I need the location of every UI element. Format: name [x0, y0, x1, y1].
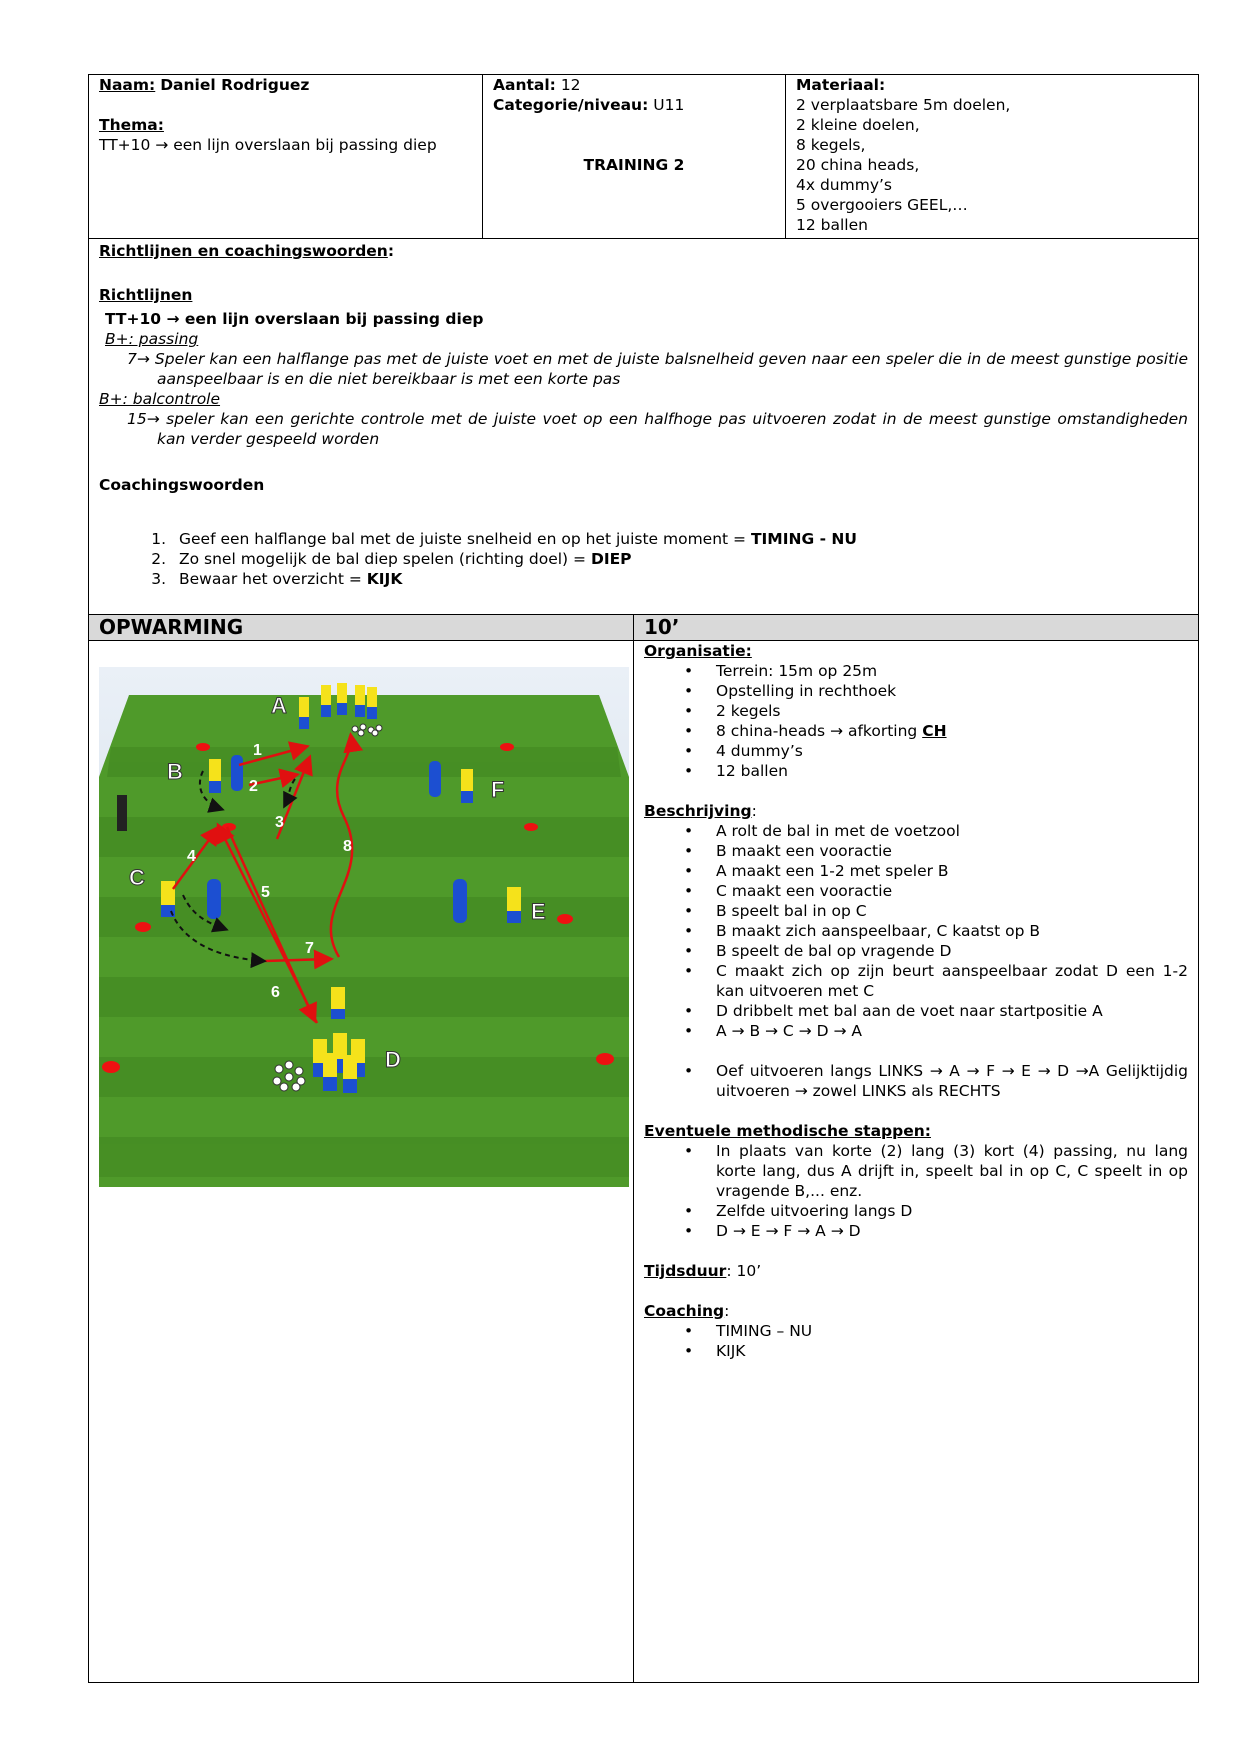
material-item: 20 china heads,	[796, 156, 920, 174]
guideline-item-7	[99, 349, 1188, 389]
beschrijving-label: Beschrijving	[644, 802, 752, 820]
cone	[596, 1053, 614, 1065]
tijdsduur-value: : 10’	[726, 1262, 762, 1280]
theme-value: TT+10 → een lijn overslaan bij passing diep	[99, 136, 437, 154]
guidelines-title: Richtlijnen en coachingswoorden	[99, 242, 388, 260]
name-label: Naam:	[99, 76, 156, 94]
cone	[557, 914, 573, 924]
coaching-label: Coaching	[644, 1302, 725, 1320]
coaching-list	[644, 1321, 1188, 1361]
ch-abbreviation: CH	[922, 722, 947, 740]
label-d: D	[385, 1047, 401, 1072]
list-item: • B maakt een vooractie	[716, 841, 1188, 861]
material-item: 5 overgooiers GEEL,…	[796, 196, 968, 214]
label-b: B	[167, 759, 183, 784]
count-value: 12	[560, 76, 581, 94]
cone	[196, 743, 210, 751]
category-label: Categorie/niveau:	[493, 96, 649, 114]
player-f	[461, 769, 473, 803]
organisatie-list	[644, 661, 1188, 781]
list-item: • Zelfde uitvoering langs D	[716, 1201, 1188, 1221]
guideline-num: 15→	[127, 410, 160, 428]
methodisch-label: Eventuele methodische stappen:	[644, 1122, 931, 1140]
cone	[135, 922, 151, 932]
theme-label: Thema:	[99, 116, 164, 134]
dummy	[231, 755, 243, 791]
guidelines-cell	[89, 239, 1199, 615]
label-a: A	[271, 693, 287, 718]
player-coach	[117, 795, 127, 831]
category-passing: B+: passing	[105, 330, 199, 348]
list-item: • 12 ballen	[716, 761, 1188, 781]
count-label: Aantal:	[493, 76, 556, 94]
warmup-bar	[89, 615, 1199, 641]
guidelines-theme: TT+10 → een lijn overslaan bij passing diep	[105, 310, 484, 328]
list-item: • C maakt zich op zijn beurt aanspeelbaar zodat D een 1-2 kan uitvoeren met C	[716, 961, 1188, 1001]
player-c	[161, 881, 175, 917]
list-item: • 2 kegels	[716, 701, 1188, 721]
cone	[500, 743, 514, 751]
list-item: • Oef uitvoeren langs LINKS → A → F → E → D →A Gelijktijdig uitvoeren → zowel LINKS als RECHTS	[716, 1061, 1188, 1101]
step-number: 3	[275, 814, 284, 831]
list-item: • TIMING – NU	[716, 1321, 1188, 1341]
dummy	[429, 761, 441, 797]
dummy	[207, 879, 221, 919]
name-value: Daniel Rodriguez	[160, 76, 310, 94]
material-cell	[786, 75, 1199, 239]
name-cell	[89, 75, 483, 239]
list-item: • B speelt bal in op C	[716, 901, 1188, 921]
step-number: 2	[249, 778, 258, 795]
list-item: • B maakt zich aanspeelbaar, C kaatst op B	[716, 921, 1188, 941]
list-item: • D → E → F → A → D	[716, 1221, 1188, 1241]
list-item-text: 8 china-heads → afkorting	[716, 722, 923, 740]
step-number: 7	[305, 940, 314, 957]
description-cell: Organisatie: • Terrein: 15m op 25m • Opstelling in rechthoek • 2 kegels • 8 china-heads → afkorting CH • 4 dummy’s • 12 ballen Beschrijving: • A rolt de bal in met de voetzool • B maakt een vooractie • A maakt een 1-2 met speler B • C maakt een vooractie • B speelt bal in op C • B maakt zich aanspeelbaar, C kaatst op B • B speelt de bal op vragende D • C maakt zich op zijn beurt aanspeelbaar zodat D een 1-2 kan uitvoeren met C • D dribbelt met bal aan de voet naar startpositie A • A → B → C → D → A • Oef uitvoeren langs LINKS → A → F → E → D →A Gelijktijdig uitvoeren → zowel LINKS als RECHTS Eventuele methodische stappen: • In plaats van korte (2) lang (3) kort (4) passing, nu lang korte lang, dus A drijft in, speelt bal in op C, C speelt in op vragende B,... enz. • Zelfde uitvoering langs D • D → E → F → A → D Tijdsduur: 10’ Coaching: • TIMING – NU • KIJK	[634, 641, 1199, 1683]
guideline-num: 7→	[127, 350, 150, 368]
list-item: • Terrein: 15m op 25m	[716, 661, 1188, 681]
step-number: 8	[343, 838, 352, 855]
tijdsduur-label: Tijdsduur	[644, 1262, 727, 1280]
coaching-word-text: Bewaar het overzicht =	[179, 570, 367, 588]
material-item: 12 ballen	[796, 216, 868, 234]
training-sheet	[88, 74, 1198, 1684]
list-item: • In plaats van korte (2) lang (3) kort (4) passing, nu lang korte lang, dus A drijft in, speelt bal in op C, C speelt in op vragende B,... enz.	[716, 1141, 1188, 1201]
material-item: 2 verplaatsbare 5m doelen,	[796, 96, 1011, 114]
training-title: TRAINING 2	[583, 156, 685, 174]
player-b	[209, 759, 221, 793]
step-number: 4	[187, 848, 196, 865]
guideline-text: speler kan een gerichte controle met de juiste voet op een halfhoge pas uitvoeren zodat in de meest gunstige omstandigheden kan verder gespeeld worden	[157, 410, 1188, 448]
guidelines-colon: :	[387, 242, 395, 260]
exercise-row	[89, 641, 1199, 1683]
step-number: 5	[261, 884, 270, 901]
list-item: • A maakt een 1-2 met speler B	[716, 861, 1188, 881]
richtlijnen-subtitle: Richtlijnen	[99, 286, 193, 304]
exercise-diagram	[99, 667, 629, 1187]
cone	[524, 823, 538, 831]
category-value: U11	[653, 96, 685, 114]
list-item: • A rolt de bal in met de voetzool	[716, 821, 1188, 841]
coaching-word-key: DIEP	[590, 550, 632, 568]
label-c: C	[129, 865, 145, 890]
list-item: • Opstelling in rechthoek	[716, 681, 1188, 701]
step-number: 6	[271, 984, 280, 1001]
training-table	[88, 74, 1199, 1683]
list-item: • 4 dummy’s	[716, 741, 1188, 761]
label-e: E	[531, 899, 546, 924]
coaching-word	[171, 549, 1188, 569]
cone	[102, 1061, 120, 1073]
count-cell	[483, 75, 786, 239]
guideline-item-15	[99, 409, 1188, 449]
warmup-title: OPWARMING	[99, 615, 244, 639]
material-item: 8 kegels,	[796, 136, 866, 154]
material-label: Materiaal:	[796, 76, 886, 94]
coaching-word-text: Zo snel mogelijk de bal diep spelen (richting doel) =	[179, 550, 591, 568]
dummy	[453, 879, 467, 923]
label-f: F	[491, 777, 505, 802]
coaching-word-text: Geef een halflange bal met de juiste snelheid en op het juiste moment =	[179, 530, 751, 548]
category-balcontrole: B+: balcontrole	[99, 390, 221, 408]
coaching-words-title: Coachingswoorden	[99, 476, 265, 494]
warmup-duration-cell	[634, 615, 1199, 641]
coaching-word	[171, 569, 1188, 589]
beschrijving-list	[644, 821, 1188, 1101]
material-item: 4x dummy’s	[796, 176, 892, 194]
list-item: • D dribbelt met bal aan de voet naar startpositie A	[716, 1001, 1188, 1021]
list-item	[716, 721, 1188, 741]
guideline-text: Speler kan een halflange pas met de juiste voet en met de juiste balsnelheid geven naar een speler die in de meest gunstige positie aanspeelbaar is en die niet bereikbaar is met een korte pas	[154, 350, 1188, 388]
organisatie-label: Organisatie:	[644, 642, 752, 660]
step-number: 1	[253, 742, 262, 759]
list-item: • C maakt een vooractie	[716, 881, 1188, 901]
coaching-word	[171, 529, 1188, 549]
coaching-word-key: TIMING - NU	[750, 530, 857, 548]
warmup-duration: 10’	[644, 615, 680, 639]
header-row	[89, 75, 1199, 239]
coaching-words-list	[99, 529, 1188, 589]
coaching-word-key: KIJK	[366, 570, 403, 588]
diagram-cell	[89, 641, 634, 1683]
list-item: • A → B → C → D → A	[716, 1021, 1188, 1041]
guidelines-row	[89, 239, 1199, 615]
player-e	[507, 887, 521, 923]
list-item: • KIJK	[716, 1341, 1188, 1361]
warmup-title-cell	[89, 615, 634, 641]
list-item: • B speelt de bal op vragende D	[716, 941, 1188, 961]
material-item: 2 kleine doelen,	[796, 116, 920, 134]
methodisch-list	[644, 1141, 1188, 1241]
